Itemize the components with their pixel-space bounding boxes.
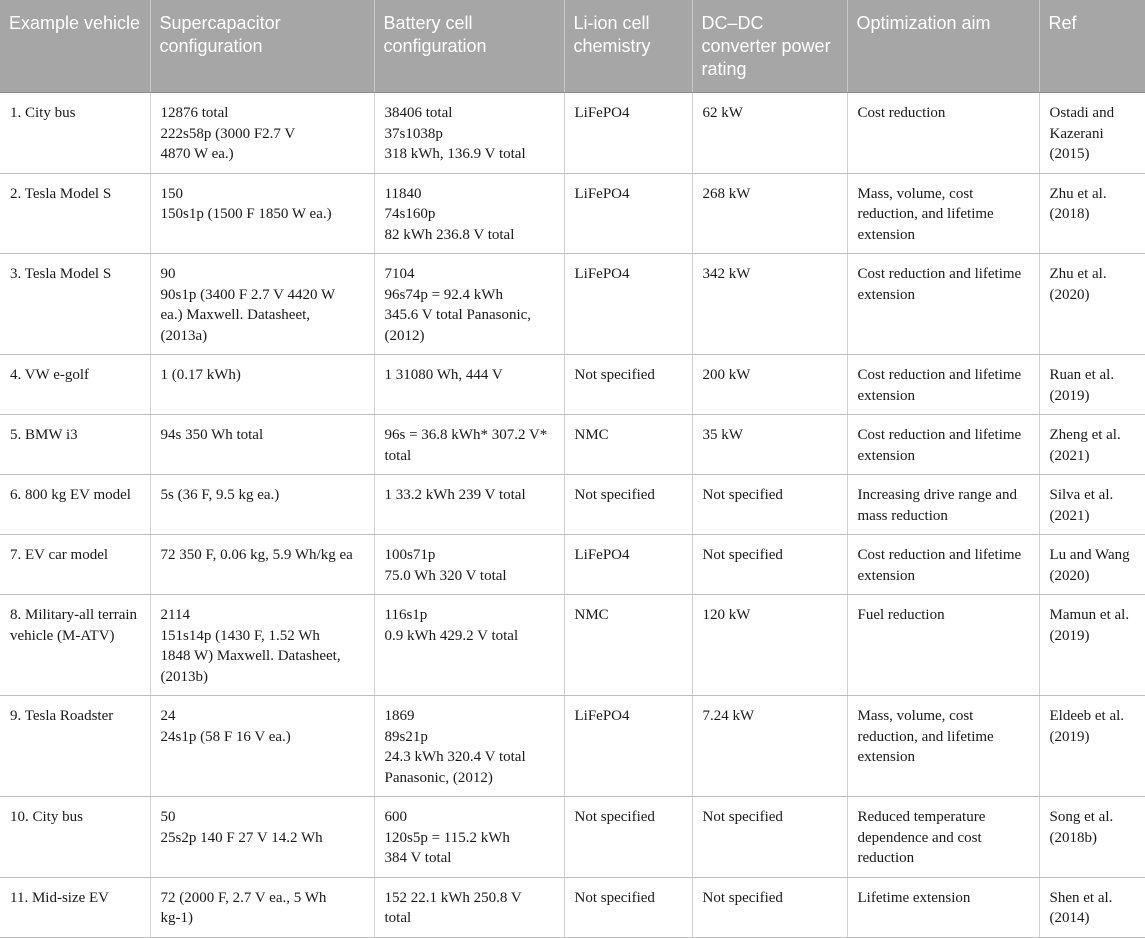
- supercap-cell: [150, 696, 374, 797]
- battery-line: 100s71p: [384, 547, 436, 563]
- supercap-line: (2013b): [160, 668, 208, 685]
- table-row: [0, 535, 1145, 595]
- chemistry-cell: Not specified: [564, 877, 692, 937]
- battery-line: total: [384, 447, 412, 464]
- vehicle-cell: [0, 254, 150, 355]
- supercap-line: 151s14p (1430 F, 1.52 Wh: [160, 627, 320, 644]
- table-row: [0, 415, 1145, 475]
- supercap-cell: [150, 535, 374, 595]
- battery-line: 318 kWh, 136.9 V total: [384, 146, 526, 162]
- vehicle-text: 9. Tesla Roadster: [10, 708, 114, 724]
- ref-cell: Mamun et al. (2019): [1039, 595, 1145, 696]
- supercap-line: 24s1p (58 F 16 V ea.): [160, 728, 291, 745]
- vehicle-text: 6. 800 kg EV model: [10, 487, 131, 503]
- optimization-aim-cell: Cost reduction and lifetime extension: [847, 254, 1039, 355]
- table-row: [0, 877, 1145, 937]
- supercap-line: 222s58p (3000 F2.7 V: [160, 125, 296, 142]
- battery-line: 7104: [384, 266, 415, 282]
- ref-cell: Lu and Wang (2020): [1039, 535, 1145, 595]
- supercap-cell: [150, 415, 374, 475]
- dcdc-rating-cell: Not specified: [692, 475, 847, 535]
- supercap-line: 24: [160, 708, 176, 724]
- supercap-cell: [150, 173, 374, 254]
- battery-cell: [374, 797, 564, 878]
- table-row: [0, 696, 1145, 797]
- ref-cell: Ruan et al. (2019): [1039, 355, 1145, 415]
- vehicle-text: 7. EV car model: [10, 547, 109, 563]
- dcdc-rating-cell: Not specified: [692, 535, 847, 595]
- optimization-aim-cell: Cost reduction and lifetime extension: [847, 415, 1039, 475]
- chemistry-cell: NMC: [564, 415, 692, 475]
- supercap-cell: [150, 254, 374, 355]
- vehicle-text: 4. VW e-golf: [10, 367, 90, 383]
- supercap-line: 12876 total: [160, 105, 229, 121]
- header-supercapacitor-configuration: Supercapacitor configuration: [150, 0, 374, 93]
- chemistry-cell: LiFePO4: [564, 696, 692, 797]
- dcdc-rating-cell: Not specified: [692, 797, 847, 878]
- vehicle-cell: [0, 696, 150, 797]
- vehicle-text: 10. City bus: [10, 809, 83, 825]
- vehicle-cell: [0, 355, 150, 415]
- vehicle-cell: [0, 475, 150, 535]
- battery-line: 1 31080 Wh, 444 V: [384, 367, 503, 383]
- chemistry-cell: LiFePO4: [564, 535, 692, 595]
- ref-cell: Silva et al. (2021): [1039, 475, 1145, 535]
- supercap-line: 72 350 F, 0.06 kg, 5.9 Wh/kg ea: [160, 547, 353, 563]
- optimization-aim-cell: Reduced temperature dependence and cost reduction: [847, 797, 1039, 878]
- vehicle-cell: [0, 415, 150, 475]
- table-row: [0, 797, 1145, 878]
- battery-line: 74s160p: [384, 206, 436, 222]
- battery-line: 37s1038p: [384, 125, 443, 142]
- optimization-aim-cell: Mass, volume, cost reduction, and lifetime extension: [847, 696, 1039, 797]
- battery-cell: [374, 475, 564, 535]
- supercap-cell: [150, 595, 374, 696]
- header-li-ion-cell-chemistry: Li-ion cell chemistry: [564, 0, 692, 93]
- vehicle-cell: [0, 877, 150, 937]
- battery-line: 75.0 Wh 320 V total: [384, 567, 507, 584]
- optimization-aim-cell: Increasing drive range and mass reduction: [847, 475, 1039, 535]
- supercap-line: 1 (0.17 kWh): [160, 367, 241, 383]
- chemistry-cell: Not specified: [564, 475, 692, 535]
- dcdc-rating-cell: 35 kW: [692, 415, 847, 475]
- battery-line: total: [384, 910, 412, 926]
- supercap-line: 150: [160, 185, 183, 202]
- vehicle-cell: [0, 93, 150, 174]
- battery-cell: [374, 355, 564, 415]
- table-row: [0, 93, 1145, 174]
- supercap-cell: [150, 877, 374, 937]
- optimization-aim-cell: Cost reduction: [847, 93, 1039, 174]
- battery-line: 120s5p = 115.2 kWh: [384, 829, 510, 846]
- chemistry-cell: NMC: [564, 595, 692, 696]
- vehicle-cell: [0, 797, 150, 878]
- table-row: [0, 595, 1145, 696]
- dcdc-rating-cell: 268 kW: [692, 173, 847, 254]
- header-optimization-aim: Optimization aim: [847, 0, 1039, 93]
- ref-cell: Ostadi and Kazerani (2015): [1039, 93, 1145, 174]
- battery-cell: [374, 696, 564, 797]
- vehicle-text: 3. Tesla Model S: [10, 266, 112, 282]
- dcdc-rating-cell: 342 kW: [692, 254, 847, 355]
- vehicle-text: 11. Mid-size EV: [10, 889, 110, 906]
- optimization-aim-cell: Fuel reduction: [847, 595, 1039, 696]
- supercap-line: kg-1): [160, 910, 193, 926]
- header-dc-dc-converter-power-rating: DC–DC converter power rating: [692, 0, 847, 93]
- supercap-line: 4870 W ea.): [160, 146, 234, 162]
- optimization-aim-cell: Mass, volume, cost reduction, and lifetime extension: [847, 173, 1039, 254]
- dcdc-rating-cell: 7.24 kW: [692, 696, 847, 797]
- supercap-line: 50: [160, 809, 176, 825]
- chemistry-cell: LiFePO4: [564, 254, 692, 355]
- battery-line: 24.3 kWh 320.4 V total: [384, 749, 526, 765]
- battery-line: Panasonic, (2012): [384, 769, 493, 786]
- optimization-aim-cell: Cost reduction and lifetime extension: [847, 355, 1039, 415]
- battery-line: 1869: [384, 708, 415, 724]
- ref-cell: Shen et al. (2014): [1039, 877, 1145, 937]
- battery-line: 82 kWh 236.8 V total: [384, 226, 515, 243]
- dcdc-rating-cell: Not specified: [692, 877, 847, 937]
- battery-line: 11840: [384, 185, 422, 202]
- ref-cell: Zheng et al. (2021): [1039, 415, 1145, 475]
- vehicle-text: 2. Tesla Model S: [10, 185, 112, 202]
- vehicle-cell: [0, 595, 150, 696]
- battery-line: 1 33.2 kWh 239 V total: [384, 487, 526, 503]
- vehicle-text: 5. BMW i3: [10, 427, 78, 443]
- supercap-cell: [150, 355, 374, 415]
- table-row: [0, 173, 1145, 254]
- battery-line: 96s74p = 92.4 kWh: [384, 286, 503, 303]
- supercap-cell: [150, 797, 374, 878]
- ref-cell: Zhu et al. (2020): [1039, 254, 1145, 355]
- chemistry-cell: Not specified: [564, 355, 692, 415]
- battery-line: 600: [384, 809, 407, 825]
- supercap-line: 25s2p 140 F 27 V 14.2 Wh: [160, 829, 323, 846]
- supercap-cell: [150, 475, 374, 535]
- battery-cell: [374, 877, 564, 937]
- ref-cell: Eldeeb et al. (2019): [1039, 696, 1145, 797]
- battery-line: 96s = 36.8 kWh* 307.2 V*: [384, 427, 548, 443]
- ref-cell: Song et al. (2018b): [1039, 797, 1145, 878]
- battery-cell: [374, 254, 564, 355]
- table-row: [0, 355, 1145, 415]
- table-row: [0, 254, 1145, 355]
- supercap-cell: [150, 93, 374, 174]
- header-battery-cell-configuration: Battery cell configuration: [374, 0, 564, 93]
- battery-cell: [374, 535, 564, 595]
- battery-line: 152 22.1 kWh 250.8 V: [384, 889, 522, 906]
- supercap-line: ea.) Maxwell. Datasheet,: [160, 307, 311, 323]
- chemistry-cell: LiFePO4: [564, 173, 692, 254]
- supercap-line: 90: [160, 266, 176, 282]
- optimization-aim-cell: Lifetime extension: [847, 877, 1039, 937]
- ref-cell: Zhu et al. (2018): [1039, 173, 1145, 254]
- supercap-line: 94s 350 Wh total: [160, 427, 264, 443]
- battery-cell: [374, 173, 564, 254]
- battery-line: 89s21p: [384, 728, 428, 745]
- table-row: [0, 475, 1145, 535]
- battery-line: 384 V total: [384, 850, 452, 866]
- vehicle-cell: [0, 535, 150, 595]
- supercap-line: 90s1p (3400 F 2.7 V 4420 W: [160, 286, 336, 303]
- battery-cell: [374, 595, 564, 696]
- chemistry-cell: Not specified: [564, 797, 692, 878]
- battery-line: 38406 total: [384, 105, 453, 121]
- battery-line: 116s1p: [384, 607, 428, 623]
- battery-cell: [374, 93, 564, 174]
- dcdc-rating-cell: 62 kW: [692, 93, 847, 174]
- supercap-line: 5s (36 F, 9.5 kg ea.): [160, 487, 280, 503]
- header-example-vehicle: Example vehicle: [0, 0, 150, 93]
- vehicle-cell: [0, 173, 150, 254]
- dcdc-rating-cell: 120 kW: [692, 595, 847, 696]
- dcdc-rating-cell: 200 kW: [692, 355, 847, 415]
- header-ref: Ref: [1039, 0, 1145, 93]
- supercap-line: 1848 W) Maxwell. Datasheet,: [160, 648, 341, 664]
- vehicle-text: 8. Military-all terrain vehicle (M-ATV): [10, 607, 138, 644]
- battery-line: (2012): [384, 327, 425, 344]
- battery-line: 345.6 V total Panasonic,: [384, 307, 532, 323]
- table-header-row: [0, 0, 1145, 93]
- battery-line: 0.9 kWh 429.2 V total: [384, 627, 519, 644]
- supercap-line: 72 (2000 F, 2.7 V ea., 5 Wh: [160, 889, 327, 906]
- vehicle-text: 1. City bus: [10, 105, 76, 121]
- battery-cell: [374, 415, 564, 475]
- supercap-line: 2114: [160, 607, 190, 623]
- chemistry-cell: LiFePO4: [564, 93, 692, 174]
- optimization-aim-cell: Cost reduction and lifetime extension: [847, 535, 1039, 595]
- supercap-line: 150s1p (1500 F 1850 W ea.): [160, 206, 332, 222]
- supercap-line: (2013a): [160, 327, 208, 344]
